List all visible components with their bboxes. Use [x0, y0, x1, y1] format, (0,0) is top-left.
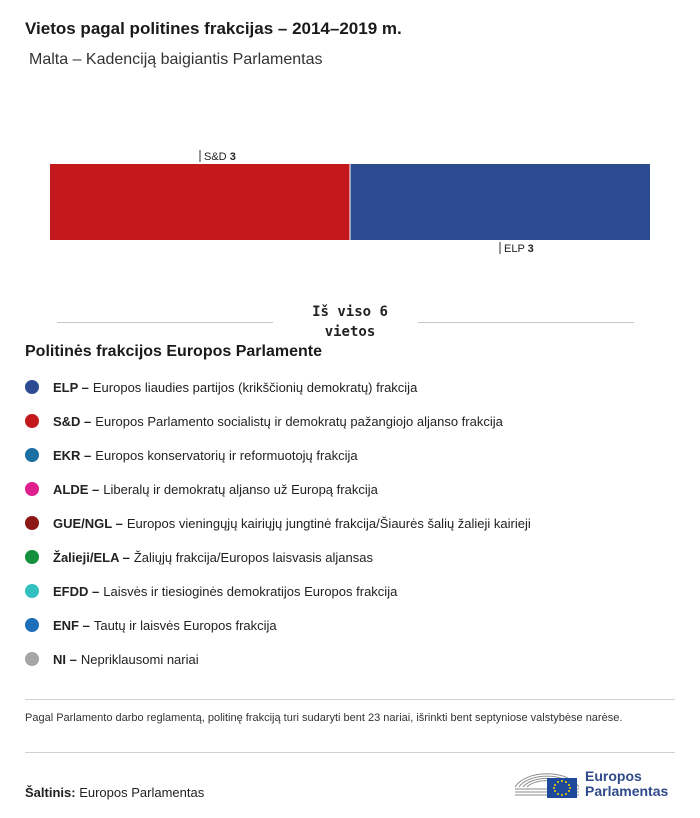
legend-abbr: NI – [53, 651, 77, 667]
legend-item [25, 404, 675, 438]
bar-segment-elp [350, 164, 650, 240]
legend-dot-icon [25, 414, 39, 428]
legend-abbr: ENF – [53, 617, 90, 633]
legend-item [25, 506, 675, 540]
legend-item [25, 438, 675, 472]
legend-item [25, 574, 675, 608]
legend-abbr: Žalieji/ELA – [53, 549, 130, 565]
note-divider-top [25, 699, 675, 700]
legend-desc: Liberalų ir demokratų aljanso už Europą frakcija [103, 481, 378, 497]
legend [25, 370, 675, 676]
seat-bar-chart [0, 140, 700, 270]
source-value: Europos Parlamentas [79, 785, 205, 800]
total-divider-left [57, 322, 273, 323]
legend-abbr: EKR – [53, 447, 92, 463]
footnote: Pagal Parlamento darbo reglamentą, politinę frakciją turi sudaryti bent 23 nariai, išrinkti bent septyniose valstybėse narėse. [25, 712, 623, 724]
legend-title: Politinės frakcijos Europos Parlamente [25, 343, 322, 360]
legend-item [25, 642, 675, 676]
logo-text [585, 769, 668, 799]
legend-item [25, 608, 675, 642]
legend-desc: Nepriklausomi nariai [80, 651, 199, 667]
legend-item [25, 370, 675, 404]
legend-item [25, 472, 675, 506]
chart-title: Vietos pagal politines frakcijas – 2014–2019 m. [25, 19, 402, 38]
legend-abbr: ELP – [53, 379, 89, 395]
total-divider-right [418, 322, 634, 323]
legend-desc: Žaliųjų frakcija/Europos laisvasis aljansas [133, 549, 373, 565]
legend-desc: Europos liaudies partijos (krikščionių demokratų) frakcija [92, 379, 418, 395]
note-divider-bottom [25, 752, 675, 753]
total-seats-label: Iš viso 6 vietos [312, 304, 388, 340]
source-label: Šaltinis: [25, 785, 76, 800]
bar-data-label: ELP 3 [504, 243, 534, 255]
legend-desc: Laisvės ir tiesioginės demokratijos Europos frakcija [103, 583, 398, 599]
legend-dot-icon [25, 380, 39, 394]
legend-dot-icon [25, 618, 39, 632]
legend-abbr: S&D – [53, 413, 92, 429]
legend-dot-icon [25, 448, 39, 462]
chart-subtitle: Malta – Kadenciją baigiantis Parlamentas [29, 51, 323, 68]
legend-item [25, 540, 675, 574]
logo-line1: Europos [585, 768, 642, 784]
legend-abbr: ALDE – [53, 481, 100, 497]
legend-desc: Europos vieningųjų kairiųjų jungtinė frakcija/Šiaurės šalių žalieji kairieji [126, 515, 531, 531]
legend-dot-icon [25, 584, 39, 598]
legend-dot-icon [25, 482, 39, 496]
bar-segment-sd [50, 164, 350, 240]
legend-dot-icon [25, 652, 39, 666]
legend-abbr: GUE/NGL – [53, 515, 123, 531]
legend-desc: Tautų ir laisvės Europos frakcija [93, 617, 277, 633]
legend-dot-icon [25, 516, 39, 530]
legend-desc: Europos konservatorių ir reformuotojų frakcija [95, 447, 358, 463]
source-line [25, 785, 204, 800]
legend-dot-icon [25, 550, 39, 564]
legend-desc: Europos Parlamento socialistų ir demokratų pažangiojo aljanso frakcija [95, 413, 503, 429]
bar-data-label: S&D 3 [204, 151, 236, 163]
logo-line2: Parlamentas [585, 783, 669, 799]
legend-abbr: EFDD – [53, 583, 100, 599]
